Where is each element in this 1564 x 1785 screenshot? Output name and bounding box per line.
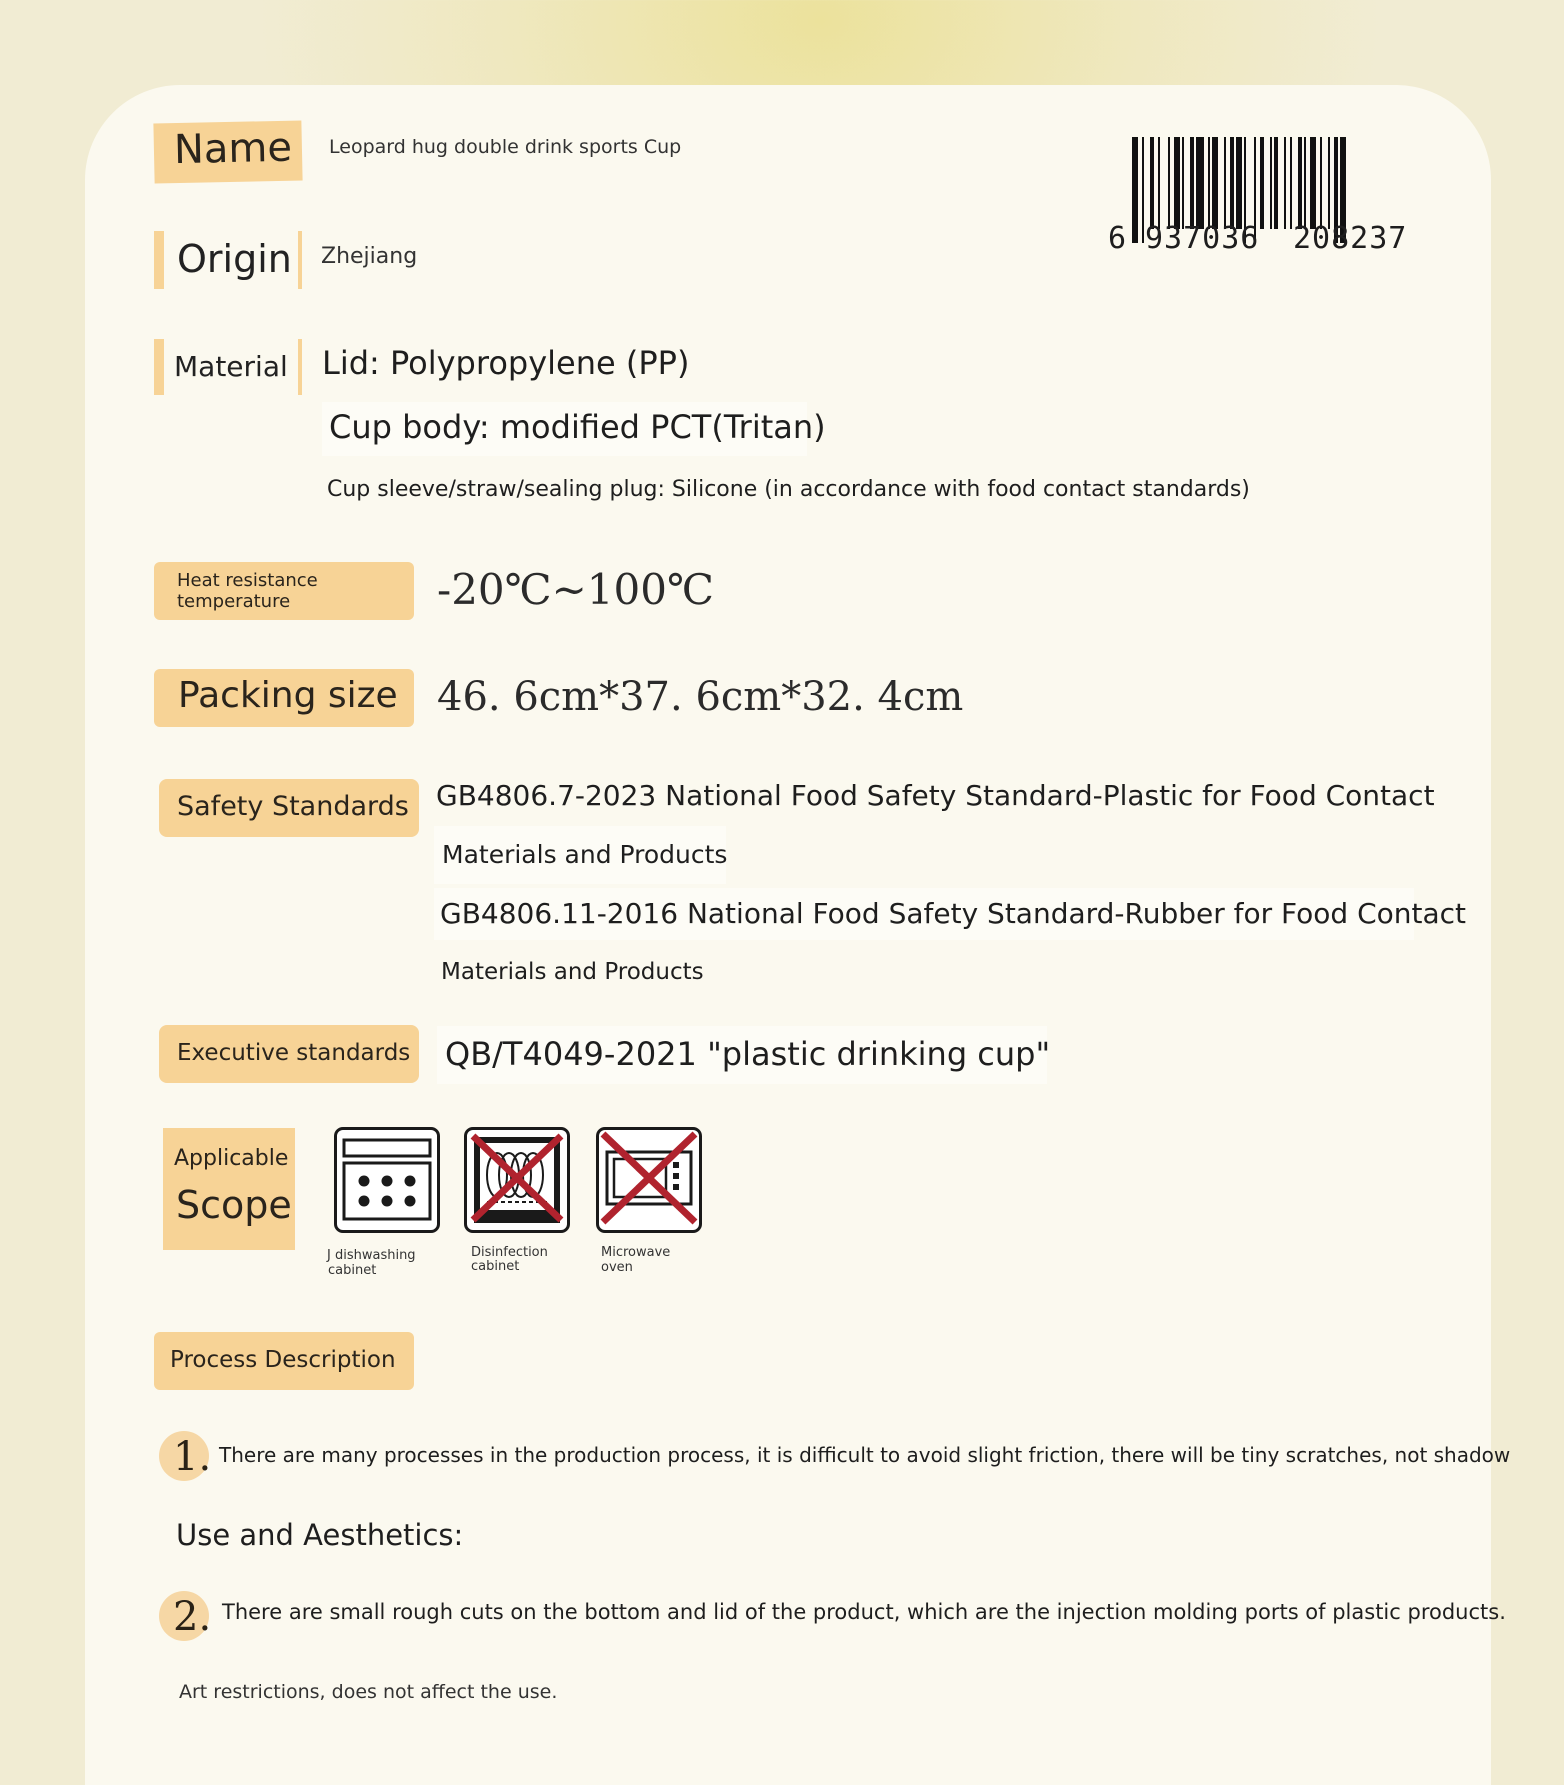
process-label: Process Description	[170, 1347, 396, 1373]
disinfection-caption-line1: Disinfection	[471, 1245, 548, 1260]
safety-line-1: GB4806.7-2023 National Food Safety Standard-Plastic for Food Contact	[436, 779, 1435, 812]
material-line-silicone: Cup sleeve/straw/sealing plug: Silicone (in accordance with food contact standards)	[327, 477, 1250, 502]
barcode-group2: 208237	[1293, 221, 1408, 256]
barcode-group1: 937036	[1145, 221, 1260, 256]
material-label: Material	[174, 350, 288, 383]
heat-label-tag	[154, 562, 414, 620]
process-number-2: 2.	[159, 1591, 209, 1641]
microwave-caption-line1: Microwave	[601, 1245, 671, 1260]
process-label-tag	[154, 1332, 414, 1390]
scope-label-line1: Applicable	[174, 1146, 289, 1171]
dishwasher-icon	[334, 1127, 440, 1233]
packing-value: 46. 6cm*37. 6cm*32. 4cm	[437, 674, 964, 720]
material-label-tag	[154, 339, 302, 395]
heat-label-line1: Heat resistance	[177, 570, 318, 591]
executive-value: QB/T4049-2021 "plastic drinking cup"	[445, 1035, 1051, 1073]
process-text-1: There are many processes in the production process, it is difficult to avoid slight friction, there will be tiny scratches, not shadow	[219, 1443, 1511, 1467]
name-value: Leopard hug double drink sports Cup	[329, 136, 682, 158]
name-label: Name	[173, 124, 293, 174]
origin-value: Zhejiang	[321, 244, 418, 269]
scope-label-line2: Scope	[176, 1183, 292, 1227]
name-label-tag	[153, 120, 302, 183]
origin-label-tag	[154, 231, 302, 289]
process-footer: Art restrictions, does not affect the use.	[179, 1681, 558, 1703]
origin-label: Origin	[177, 237, 292, 281]
material-line-body: Cup body: modified PCT(Tritan)	[329, 408, 826, 446]
microwave-caption-line2: oven	[601, 1260, 633, 1275]
process-subheading: Use and Aesthetics:	[176, 1518, 464, 1552]
executive-label-tag	[159, 1025, 419, 1083]
scope-label-tag	[163, 1128, 295, 1250]
barcode	[1108, 131, 1440, 259]
packing-label-tag	[154, 669, 414, 727]
heat-label-line2: temperature	[177, 591, 291, 612]
safety-label-tag	[159, 779, 419, 837]
dishwasher-caption-line1: J dishwashing	[327, 1248, 416, 1263]
disinfection-cabinet-icon	[464, 1127, 570, 1233]
barcode-prefix: 6	[1108, 221, 1127, 256]
material-line-lid: Lid: Polypropylene (PP)	[322, 344, 690, 382]
safety-line-3: GB4806.11-2016 National Food Safety Standard-Rubber for Food Contact	[440, 897, 1467, 930]
disinfection-caption-line2: cabinet	[471, 1259, 520, 1274]
packing-label: Packing size	[178, 675, 398, 716]
heat-value: -20℃~100℃	[437, 565, 714, 614]
microwave-oven-icon	[596, 1127, 702, 1233]
safety-line-2: Materials and Products	[442, 840, 728, 869]
process-number-1: 1.	[159, 1431, 209, 1481]
safety-line-4: Materials and Products	[441, 959, 704, 985]
safety-label: Safety Standards	[177, 791, 409, 822]
dishwasher-caption-line2: cabinet	[328, 1263, 377, 1278]
executive-label: Executive standards	[177, 1040, 411, 1066]
process-text-2: There are small rough cuts on the bottom and lid of the product, which are the injection molding ports of plastic products.	[222, 1600, 1506, 1624]
